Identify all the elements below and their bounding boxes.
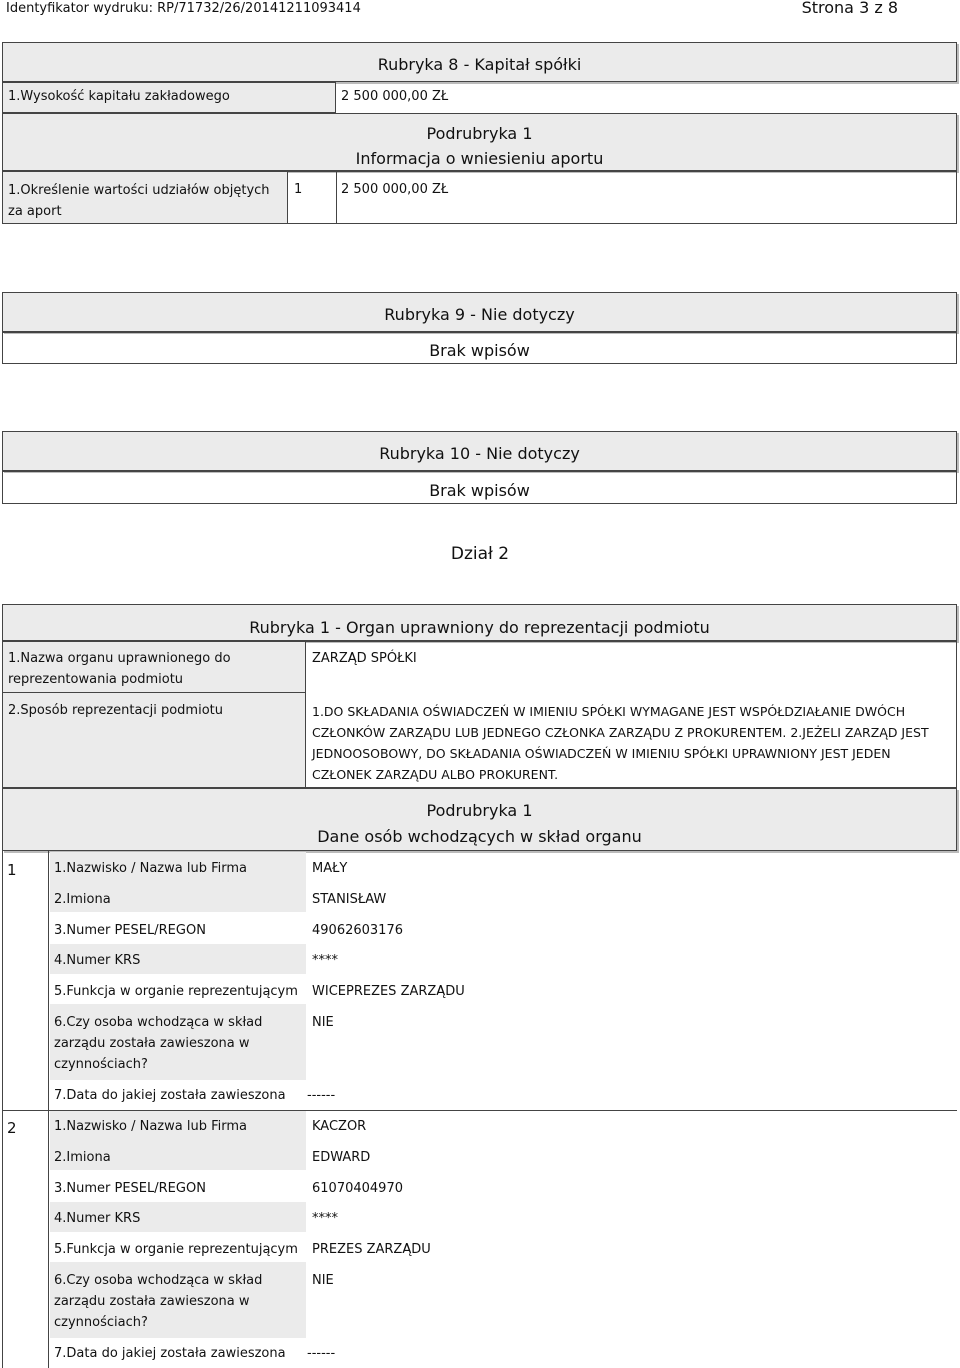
names-label: 2.Imiona [54, 1150, 111, 1165]
function-value: PREZES ZARZĄDU [312, 1242, 431, 1257]
capital-value: 2 500 000,00 ZŁ [341, 89, 449, 104]
suspended-until-label: 7.Data do jakiej została zawieszona [54, 1346, 286, 1361]
krs-label: 4.Numer KRS [54, 1211, 141, 1226]
aport-sub-title: Podrubryka 1 [426, 124, 533, 143]
aport-sub-subtitle: Informacja o wniesieniu aportu [355, 149, 604, 168]
aport-value: 2 500 000,00 ZŁ [341, 182, 449, 197]
suspended-until-value: ------ [307, 1088, 336, 1103]
rubryka-8-title: Rubryka 8 - Kapitał spółki [377, 55, 582, 74]
rubryka-10-title: Rubryka 10 - Nie dotyczy [379, 444, 580, 463]
organ-label: 1.Nazwa organu uprawnionego do reprezentowania podmiotu [8, 651, 231, 687]
names-value: EDWARD [312, 1150, 371, 1165]
print-identifier: Identyfikator wydruku: RP/71732/26/20141211093414 [6, 1, 361, 16]
surname-label: 1.Nazwisko / Nazwa lub Firma [54, 1119, 247, 1134]
krs-value: **** [312, 953, 338, 968]
organ-value: ZARZĄD SPÓŁKI [312, 651, 417, 666]
suspended-until-value: ------ [307, 1346, 336, 1361]
surname-value: MAŁY [312, 861, 348, 876]
suspended-value: NIE [312, 1015, 334, 1030]
aport-label: 1.Określenie wartości udziałów objętych za aport [8, 183, 270, 219]
capital-label: 1.Wysokość kapitału zakładowego [8, 89, 230, 104]
suspended-until-label: 7.Data do jakiej została zawieszona [54, 1088, 286, 1103]
person-index: 1 [7, 861, 17, 879]
surname-label: 1.Nazwisko / Nazwa lub Firma [54, 861, 247, 876]
function-label: 5.Funkcja w organie reprezentującym [54, 984, 298, 999]
function-label: 5.Funkcja w organie reprezentującym [54, 1242, 298, 1257]
suspended-label: 6.Czy osoba wchodząca w skład zarządu została zawieszona w czynnościach? [54, 1015, 263, 1072]
names-value: STANISŁAW [312, 892, 387, 907]
method-value: 1.DO SKŁADANIA OŚWIADCZEŃ W IMIENIU SPÓŁKI WYMAGANE JEST WSPÓŁDZIAŁANIE DWÓCH CZŁONKÓW ZARZĄDU LUB JEDNEGO CZŁONKA ZARZĄDU Z PROKURENTEM. 2.JEŻELI ZARZĄD JEST JEDNOOSOBOWY, DO SKŁADANIA OŚWIADCZEŃ W IMIENIU SPÓŁKI UPRAWNIONY JEST JEDEN CZŁONEK ZARZĄDU ALBO PROKURENT. [312, 704, 929, 782]
persons-sub-subtitle: Dane osób wchodzących w skład organu [317, 827, 642, 846]
rubryka-9-empty: Brak wpisów [429, 341, 530, 360]
krs-label: 4.Numer KRS [54, 953, 141, 968]
function-value: WICEPREZES ZARZĄDU [312, 984, 465, 999]
pesel-value: 49062603176 [312, 923, 403, 938]
surname-value: KACZOR [312, 1119, 367, 1134]
suspended-label: 6.Czy osoba wchodząca w skład zarządu została zawieszona w czynnościach? [54, 1273, 263, 1330]
rubryka-9-title: Rubryka 9 - Nie dotyczy [384, 305, 575, 324]
persons-sub-title: Podrubryka 1 [426, 801, 533, 820]
page-number: Strona 3 z 8 [801, 0, 898, 17]
rubryka-1-title: Rubryka 1 - Organ uprawniony do reprezentacji podmiotu [249, 618, 710, 637]
dzial-heading: Dział 2 [450, 544, 510, 564]
pesel-label: 3.Numer PESEL/REGON [54, 1181, 206, 1196]
pesel-value: 61070404970 [312, 1181, 403, 1196]
pesel-label: 3.Numer PESEL/REGON [54, 923, 206, 938]
aport-index: 1 [294, 182, 303, 197]
krs-value: **** [312, 1211, 338, 1226]
rubryka-10-empty: Brak wpisów [429, 481, 530, 500]
person-index: 2 [7, 1119, 17, 1137]
names-label: 2.Imiona [54, 892, 111, 907]
suspended-value: NIE [312, 1273, 334, 1288]
method-label: 2.Sposób reprezentacji podmiotu [8, 703, 223, 718]
